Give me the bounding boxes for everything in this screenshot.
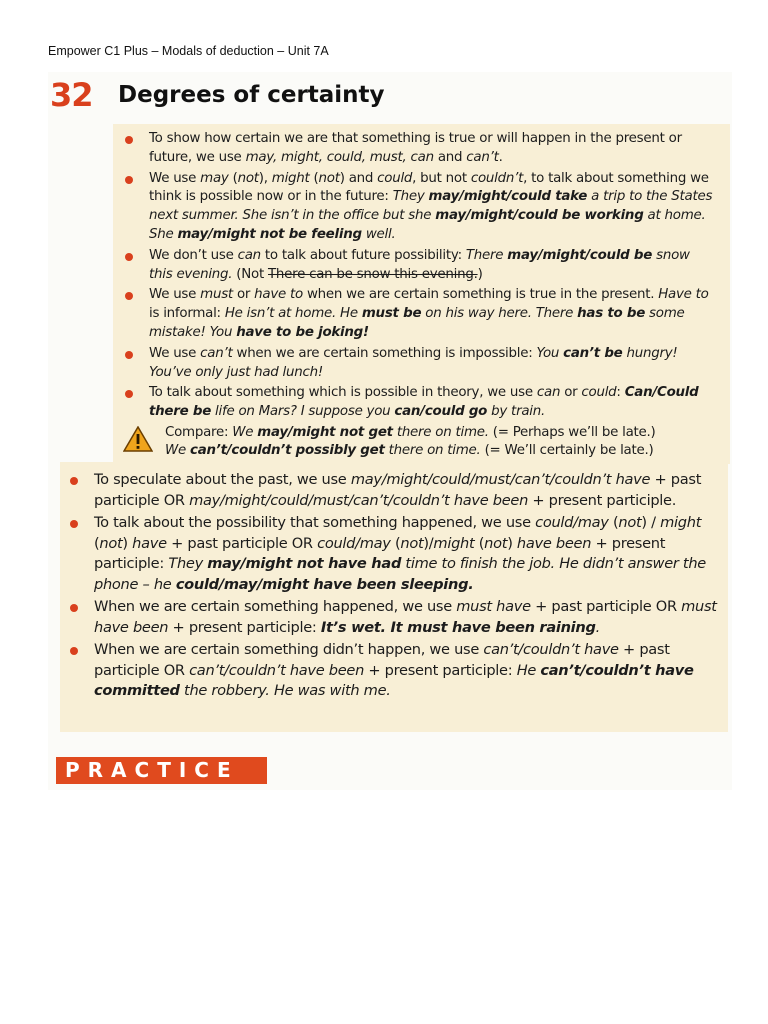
text-run: has to be	[577, 306, 646, 322]
text-run: We use	[149, 345, 201, 361]
rule-item	[149, 170, 717, 245]
text-run: + past participle OR	[530, 598, 682, 615]
text-run: not	[237, 170, 259, 186]
present-rules-box	[113, 124, 730, 464]
text-run: We	[165, 443, 190, 458]
text-run: may/might not have had	[207, 555, 402, 572]
text-run: They	[392, 189, 429, 205]
text-run: couldn’t	[470, 170, 524, 186]
text-run: , to talk about something we think is possible now or in the future:	[149, 170, 709, 205]
text-run: could	[581, 385, 617, 401]
text-run: may/might/could/must/can’t/couldn’t have been	[189, 491, 529, 509]
rule-item	[94, 597, 720, 638]
bullet-icon	[70, 477, 78, 485]
bullet-icon	[125, 390, 133, 398]
text-run: have	[132, 534, 167, 552]
text-run: have been	[516, 534, 592, 552]
text-run: must have	[456, 598, 531, 615]
bullet-icon	[125, 176, 133, 184]
text-run: may/might/could/must/can’t/couldn’t have	[350, 471, 651, 488]
text-run: to talk about future possibility:	[260, 247, 466, 263]
text-run: a trip to the States next summer. She isn’t in the office but she	[149, 189, 713, 224]
text-run: when we are certain something is impossible:	[232, 345, 537, 361]
text-run: may, might, could, must, can	[245, 149, 434, 165]
warning-icon	[123, 426, 153, 452]
rule-item	[149, 345, 717, 383]
text-run: time to finish the job. He didn’t answer the phone – he	[94, 555, 706, 593]
text-run: can	[237, 247, 261, 263]
text-run: can’t/couldn’t have committed	[94, 661, 694, 699]
document-header: Empower C1 Plus – Modals of deduction – Unit 7A	[48, 44, 329, 58]
text-run: Compare:	[165, 425, 233, 440]
text-run: must have been raining	[407, 618, 596, 636]
text-run: must have been	[94, 598, 717, 636]
text-run: can’t/couldn’t have	[483, 641, 619, 658]
compare-note	[123, 424, 713, 460]
compare-line-2	[165, 442, 713, 460]
text-run: + past participle OR	[94, 641, 670, 679]
text-run: by train.	[487, 404, 545, 420]
text-run: can/could go	[394, 404, 488, 420]
present-rules-list	[149, 130, 717, 424]
text-run: there on time.	[392, 425, 489, 440]
text-run: may	[200, 170, 229, 186]
text-run: To show how certain we are that something is true or will happen in the present or future, we use	[149, 131, 682, 165]
text-run: )/	[423, 534, 434, 552]
unit-number: 32	[50, 76, 93, 114]
text-run: is informal:	[149, 306, 225, 322]
text-run: there on time.	[384, 443, 481, 458]
text-run: the robbery. He was with me.	[179, 682, 391, 699]
text-run: have to be joking!	[236, 324, 369, 340]
text-run: may/might/could be	[507, 247, 653, 263]
text-run: You	[536, 345, 564, 361]
text-run: not	[400, 534, 424, 552]
text-run: We don’t use	[149, 247, 238, 263]
text-run: may/might/could take	[428, 189, 588, 205]
rule-item	[149, 130, 717, 168]
bullet-icon	[70, 647, 78, 655]
text-run: can	[536, 385, 561, 401]
text-run: could/may	[317, 534, 391, 552]
text-run: may/might/could be working	[435, 208, 644, 224]
text-run: (	[228, 170, 238, 186]
text-run: It’s wet. It	[320, 618, 408, 636]
text-run: :	[616, 385, 625, 401]
text-run: not	[99, 534, 123, 552]
text-run: (	[390, 534, 401, 552]
rule-item	[94, 513, 720, 595]
text-run: can’t/couldn’t possibly get	[190, 443, 385, 458]
text-run: may/might not be feeling	[177, 226, 362, 242]
text-run: on his way here. There	[421, 306, 578, 322]
text-run: )	[507, 534, 517, 552]
text-run: can’t/couldn’t have been	[189, 661, 365, 679]
text-run: Have to	[658, 287, 709, 303]
text-run: have to	[254, 287, 303, 303]
text-run: (	[94, 534, 100, 552]
text-run: We	[232, 425, 258, 440]
text-run: could	[377, 170, 413, 186]
text-run: not	[484, 534, 508, 552]
text-run: ) and	[339, 170, 378, 186]
text-run: )	[477, 266, 483, 282]
text-run: To talk about the possibility that something happened, we use	[94, 514, 536, 531]
text-run: He isn’t at home. He	[224, 306, 362, 322]
unit-title: Degrees of certainty	[118, 82, 385, 108]
bullet-icon	[125, 292, 133, 300]
text-run: or	[560, 385, 582, 401]
text-run: When we are certain something happened, we use	[94, 598, 457, 615]
text-run: When we are certain something didn’t happen, we use	[94, 641, 484, 658]
text-run: There	[465, 247, 508, 263]
text-run: There can be snow this evening.	[268, 266, 478, 282]
text-run: could/may/might have been sleeping.	[175, 575, 474, 593]
text-run: We use	[149, 170, 201, 186]
text-run: He	[516, 661, 541, 679]
text-run: not	[318, 170, 340, 186]
text-run: , but not	[412, 170, 471, 186]
rule-item	[149, 247, 717, 285]
text-run: + past participle OR	[166, 534, 318, 552]
text-run: life on Mars? I suppose you	[211, 404, 395, 420]
text-run: can’t be	[563, 345, 623, 361]
text-run: not	[618, 514, 642, 531]
text-run: when we are certain something is true in the present.	[302, 287, 659, 303]
bullet-icon	[70, 604, 78, 612]
text-run: some mistake! You	[149, 306, 685, 340]
text-run: must be	[361, 306, 422, 322]
text-run: To speculate about the past, we use	[94, 471, 351, 488]
text-run: (= We’ll certainly be late.)	[480, 443, 654, 458]
text-run: and	[433, 149, 467, 165]
text-run: could/may	[535, 514, 609, 531]
rule-item	[149, 286, 717, 342]
bullet-icon	[125, 253, 133, 261]
text-run: .	[595, 618, 600, 636]
text-run: hungry! You’ve only just had lunch!	[149, 345, 678, 380]
rule-item	[94, 640, 720, 702]
text-run: ) /	[641, 514, 661, 531]
past-rules-box	[60, 462, 728, 732]
text-run: can’t	[200, 345, 233, 361]
text-run: must	[200, 287, 233, 303]
text-run: We use	[149, 287, 201, 303]
text-run: )	[122, 534, 133, 552]
text-run: (	[474, 534, 485, 552]
text-run: snow this evening.	[149, 247, 690, 282]
text-run: + present participle:	[364, 661, 517, 679]
text-run: (= Perhaps we’ll be late.)	[488, 425, 656, 440]
text-run: might	[660, 514, 702, 531]
text-run: there be	[149, 404, 212, 420]
text-run: or	[232, 287, 255, 303]
bullet-icon	[125, 136, 133, 144]
text-run: at home. She	[149, 208, 706, 242]
practice-banner: PRACTICE	[56, 757, 267, 784]
text-run: Can/Could	[624, 385, 699, 401]
past-rules-list	[94, 470, 720, 704]
text-run: (	[309, 170, 319, 186]
text-run: + present participle:	[168, 618, 321, 636]
bullet-icon	[70, 520, 78, 528]
text-run: .	[498, 149, 503, 165]
text-run: may/might not get	[257, 425, 393, 440]
bullet-icon	[125, 351, 133, 359]
rule-item	[94, 470, 720, 511]
text-run: + present participle.	[528, 491, 677, 509]
text-run: (	[608, 514, 619, 531]
compare-line-1	[165, 424, 713, 442]
text-run: + past participle OR	[94, 471, 702, 509]
text-run: (Not	[232, 266, 268, 282]
text-run: well.	[361, 226, 396, 242]
text-run: might	[433, 534, 475, 552]
text-run: + present participle:	[94, 534, 666, 572]
rule-item	[149, 384, 717, 422]
text-run: can’t	[466, 149, 499, 165]
text-run: ),	[258, 170, 272, 186]
text-run: To talk about something which is possible in theory, we use	[149, 385, 537, 401]
text-run: might	[271, 170, 310, 186]
text-run: They	[168, 555, 208, 572]
